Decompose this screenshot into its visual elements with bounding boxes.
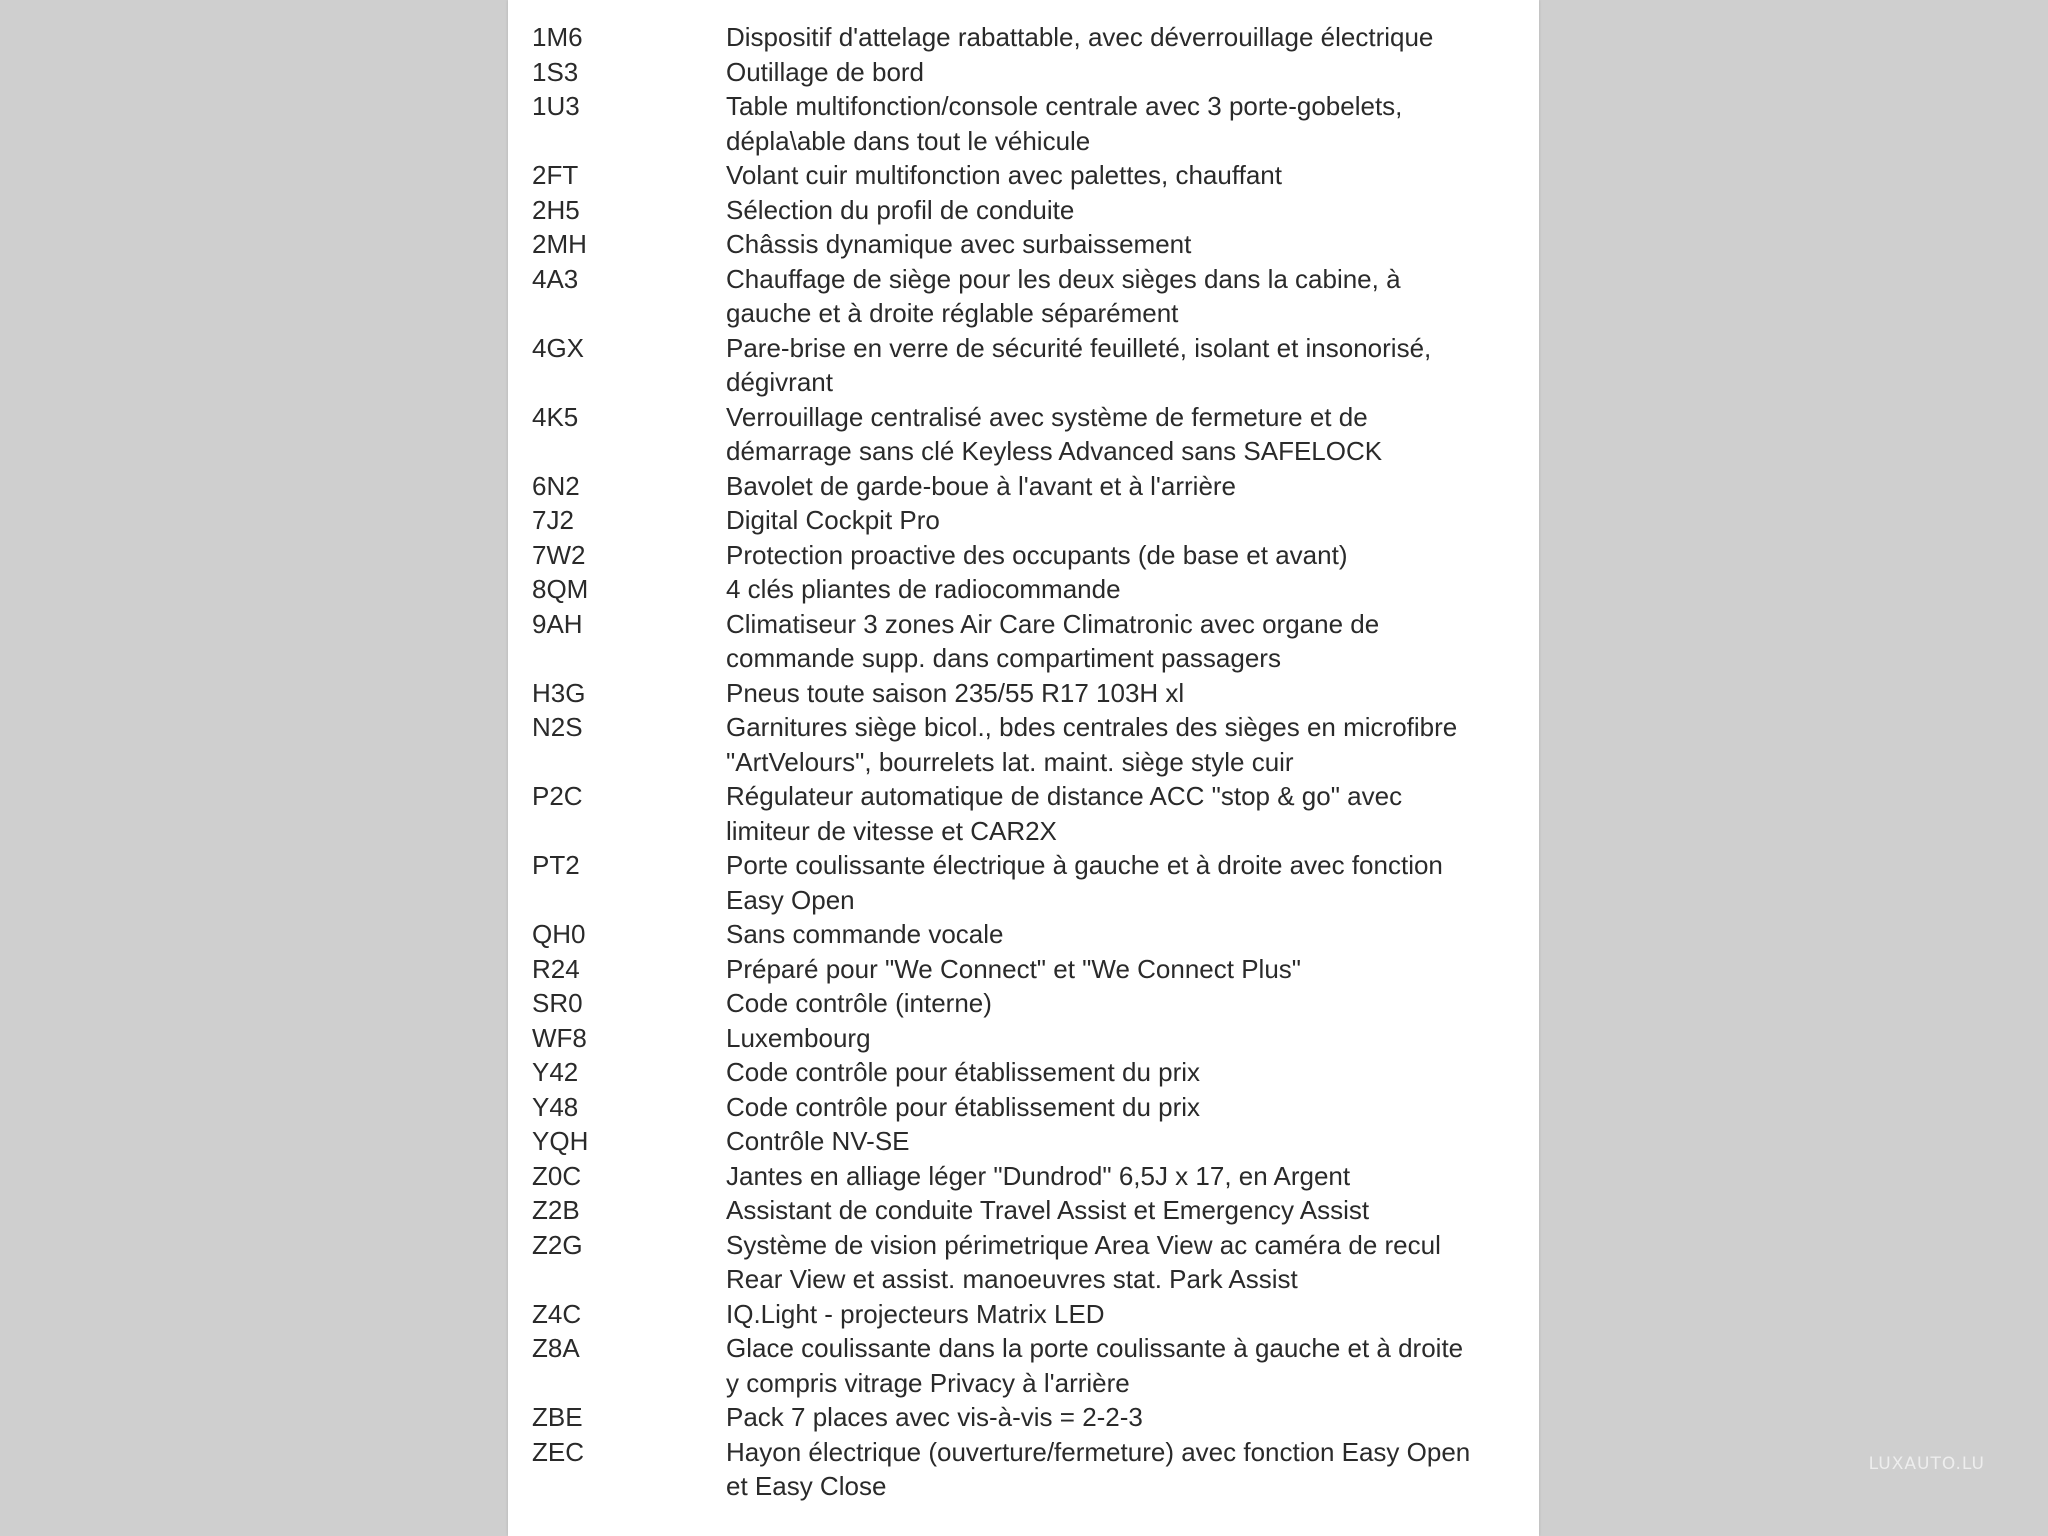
option-code: 9AH (532, 608, 583, 639)
option-description (726, 1159, 1532, 1194)
document-page (508, 0, 1539, 1536)
option-description (726, 503, 1532, 538)
option-description (726, 848, 1532, 917)
option-description (726, 676, 1532, 711)
option-description (726, 1435, 1532, 1504)
description-line: Code contrôle pour établissement du prix (726, 1091, 1201, 1122)
option-description (726, 1055, 1532, 1090)
description-line: IQ.Light - projecteurs Matrix LED (726, 1298, 1105, 1329)
description-line: Préparé pour "We Connect" et "We Connect Plus" (726, 953, 1302, 984)
description-line: Table multifonction/console centrale avec 3 porte-gobelets, (726, 91, 1403, 121)
option-description (726, 1331, 1532, 1400)
option-code: N2S (532, 712, 583, 742)
list-item (532, 331, 1532, 400)
description-line: Chauffage de siège pour les deux sièges dans la cabine, à (726, 263, 1401, 294)
list-item (532, 1193, 1532, 1228)
list-item (532, 469, 1532, 504)
list-item (532, 1021, 1532, 1056)
description-line: Dispositif d'attelage rabattable, avec déverrouillage électrique (726, 22, 1434, 52)
watermark-text: LUXAUTO.LU (1868, 1454, 1985, 1474)
option-code: 2FT (532, 160, 579, 190)
list-item (532, 1090, 1532, 1125)
option-code: Y42 (532, 1057, 579, 1087)
option-description (726, 193, 1532, 228)
description-line: Code contrôle (interne) (726, 988, 992, 1018)
option-description (726, 1021, 1532, 1056)
list-item (532, 400, 1532, 469)
list-item (532, 676, 1532, 711)
description-line: "ArtVelours", bourrelets lat. maint. siège style cuir (726, 746, 1294, 777)
option-code: WF8 (532, 1022, 587, 1053)
list-item (532, 1159, 1532, 1194)
option-code: ZEC (532, 1436, 584, 1467)
option-description (726, 158, 1532, 193)
description-line: Pneus toute saison 235/55 R17 103H xl (726, 677, 1185, 708)
description-line: commande supp. dans compartiment passagers (726, 643, 1281, 673)
option-description (726, 55, 1532, 90)
list-item (532, 1435, 1532, 1504)
option-description (726, 469, 1532, 504)
option-code: Z2G (532, 1229, 583, 1260)
list-item (532, 1297, 1532, 1332)
option-description (726, 538, 1532, 573)
list-item (532, 1331, 1532, 1400)
description-line: y compris vitrage Privacy à l'arrière (726, 1367, 1130, 1398)
description-line: Climatiseur 3 zones Air Care Climatronic avec organe de (726, 608, 1380, 639)
description-line: gauche et à droite réglable séparément (726, 298, 1179, 328)
description-line: et Easy Close (726, 1471, 887, 1501)
description-line: Porte coulissante électrique à gauche et à droite avec fonction (726, 850, 1443, 880)
description-line: Glace coulissante dans la porte coulissante à gauche et à droite (726, 1333, 1464, 1363)
option-description (726, 20, 1532, 55)
list-item (532, 503, 1532, 538)
description-line: 4 clés pliantes de radiocommande (726, 574, 1121, 604)
option-code: Z4C (532, 1298, 582, 1329)
description-line: Système de vision périmetrique Area View ac caméra de recul (726, 1229, 1441, 1260)
list-item (532, 572, 1532, 607)
option-code: 6N2 (532, 470, 580, 501)
option-description (726, 331, 1532, 400)
description-line: Sans commande vocale (726, 919, 1004, 949)
option-code: 2MH (532, 229, 587, 259)
option-description (726, 1228, 1532, 1297)
list-item (532, 158, 1532, 193)
description-line: Contrôle NV-SE (726, 1126, 910, 1156)
option-code: Z0C (532, 1160, 582, 1191)
description-line: Hayon électrique (ouverture/fermeture) avec fonction Easy Open (726, 1436, 1471, 1467)
option-description (726, 710, 1532, 779)
option-code: YQH (532, 1126, 589, 1156)
description-line: dégivrant (726, 367, 833, 397)
option-code: P2C (532, 781, 583, 811)
option-code: R24 (532, 953, 580, 984)
option-code: 1U3 (532, 91, 580, 121)
list-item (532, 227, 1532, 262)
list-item (532, 20, 1532, 55)
list-item (532, 710, 1532, 779)
option-code: Z8A (532, 1333, 580, 1363)
list-item (532, 262, 1532, 331)
option-description (726, 607, 1532, 676)
option-code: 2H5 (532, 194, 580, 225)
option-code: SR0 (532, 988, 583, 1018)
option-description (726, 400, 1532, 469)
description-line: dépla\able dans tout le véhicule (726, 125, 1091, 156)
description-line: Code contrôle pour établissement du prix (726, 1057, 1201, 1087)
option-code: 7W2 (532, 539, 586, 570)
option-description (726, 262, 1532, 331)
description-line: Régulateur automatique de distance ACC "stop & go" avec (726, 781, 1403, 811)
option-description (726, 572, 1532, 607)
option-description (726, 779, 1532, 848)
list-item (532, 848, 1532, 917)
list-item (532, 538, 1532, 573)
description-line: Digital Cockpit Pro (726, 505, 940, 535)
description-line: Châssis dynamique avec surbaissement (726, 229, 1192, 259)
option-code: ZBE (532, 1402, 583, 1432)
option-description (726, 917, 1532, 952)
description-line: Pack 7 places avec vis-à-vis = 2-2-3 (726, 1402, 1143, 1432)
option-code: Z2B (532, 1195, 580, 1225)
option-code: PT2 (532, 850, 580, 880)
description-line: Garnitures siège bicol., bdes centrales des sièges en microfibre (726, 712, 1458, 742)
option-description (726, 1090, 1532, 1125)
list-item (532, 986, 1532, 1021)
equipment-list (532, 20, 1532, 1504)
option-description (726, 1124, 1532, 1159)
description-line: Assistant de conduite Travel Assist et Emergency Assist (726, 1195, 1370, 1225)
list-item (532, 1400, 1532, 1435)
description-line: limiteur de vitesse et CAR2X (726, 815, 1057, 846)
list-item (532, 193, 1532, 228)
description-line: Rear View et assist. manoeuvres stat. Park Assist (726, 1264, 1298, 1294)
list-item (532, 952, 1532, 987)
option-description (726, 89, 1532, 158)
option-code: 8QM (532, 574, 589, 604)
option-description (726, 1297, 1532, 1332)
description-line: Pare-brise en verre de sécurité feuilleté, isolant et insonorisé, (726, 332, 1432, 363)
list-item (532, 1228, 1532, 1297)
description-line: Jantes en alliage léger "Dundrod" 6,5J x 17, en Argent (726, 1160, 1351, 1191)
description-line: démarrage sans clé Keyless Advanced sans SAFELOCK (726, 436, 1383, 466)
list-item (532, 1124, 1532, 1159)
option-code: 1M6 (532, 22, 583, 52)
description-line: Sélection du profil de conduite (726, 194, 1075, 225)
option-description (726, 227, 1532, 262)
option-code: QH0 (532, 919, 586, 949)
description-line: Volant cuir multifonction avec palettes, chauffant (726, 160, 1282, 190)
list-item (532, 779, 1532, 848)
option-code: 4GX (532, 332, 585, 363)
description-line: Easy Open (726, 884, 855, 915)
option-description (726, 1193, 1532, 1228)
description-line: Bavolet de garde-boue à l'avant et à l'arrière (726, 470, 1237, 501)
option-code: H3G (532, 677, 586, 708)
list-item (532, 89, 1532, 158)
option-description (726, 1400, 1532, 1435)
description-line: Protection proactive des occupants (de base et avant) (726, 539, 1348, 570)
option-code: Y48 (532, 1091, 579, 1122)
list-item (532, 1055, 1532, 1090)
description-line: Outillage de bord (726, 56, 925, 87)
option-code: 7J2 (532, 505, 574, 535)
option-description (726, 952, 1532, 987)
option-code: 4K5 (532, 401, 579, 432)
list-item (532, 607, 1532, 676)
option-code: 1S3 (532, 56, 579, 87)
option-code: 4A3 (532, 263, 579, 294)
list-item (532, 917, 1532, 952)
list-item (532, 55, 1532, 90)
option-description (726, 986, 1532, 1021)
description-line: Luxembourg (726, 1022, 871, 1053)
description-line: Verrouillage centralisé avec système de fermeture et de (726, 401, 1368, 432)
